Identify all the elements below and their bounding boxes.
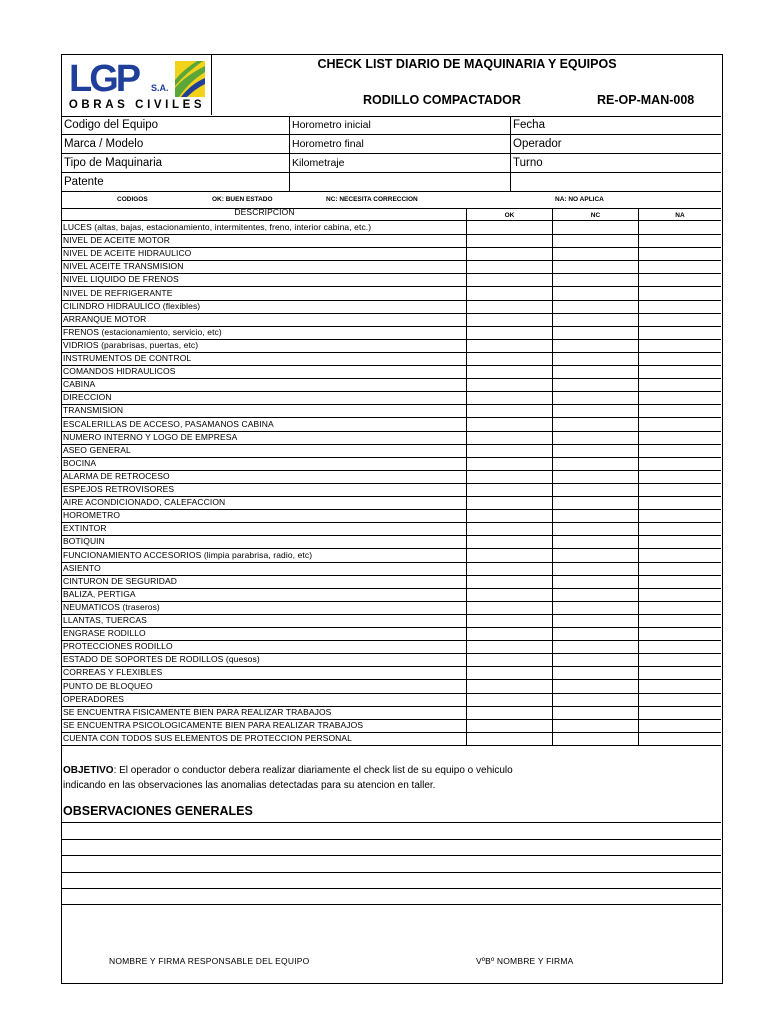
nc-checkbox-cell[interactable]	[553, 339, 639, 352]
checklist-item-label: NIVEL DE ACEITE HIDRAULICO	[62, 247, 467, 260]
responsible-signature-label: NOMBRE Y FIRMA RESPONSABLE DEL EQUIPO	[109, 956, 310, 966]
logo-sa: S.A.	[151, 83, 169, 93]
ok-checkbox-cell[interactable]	[467, 418, 553, 431]
na-checkbox-cell[interactable]	[639, 522, 721, 535]
codes-legend	[62, 192, 721, 209]
table-row	[62, 339, 721, 353]
na-header: NA	[675, 212, 685, 219]
objective-text-line2: indicando en las observaciones las anomalias detectadas para su atencion en taller.	[63, 780, 436, 791]
checklist-item-label: HOROMETRO	[62, 509, 467, 522]
equipment-code-field[interactable]: Codigo del Equipo	[62, 116, 290, 134]
nc-checkbox-cell[interactable]	[553, 693, 639, 706]
checklist-item-label: CINTURON DE SEGURIDAD	[62, 575, 467, 588]
ok-checkbox-cell[interactable]	[467, 575, 553, 588]
logo-letters: LGP	[69, 58, 139, 100]
na-checkbox-cell[interactable]	[639, 496, 721, 509]
table-row	[62, 418, 721, 432]
nc-checkbox-cell[interactable]	[553, 706, 639, 719]
ok-checkbox-cell[interactable]	[467, 221, 553, 234]
na-checkbox-cell[interactable]	[639, 640, 721, 653]
na-checkbox-cell[interactable]	[639, 326, 721, 339]
ok-checkbox-cell[interactable]	[467, 535, 553, 548]
ok-checkbox-cell[interactable]	[467, 287, 553, 300]
table-row	[62, 273, 721, 287]
code-na-label: NA: NO APLICA	[555, 196, 604, 203]
nc-checkbox-cell[interactable]	[553, 680, 639, 693]
ok-checkbox-cell[interactable]	[467, 273, 553, 286]
nc-checkbox-cell[interactable]	[553, 221, 639, 234]
nc-checkbox-cell[interactable]	[553, 483, 639, 496]
na-checkbox-cell[interactable]	[639, 391, 721, 404]
nc-checkbox-cell[interactable]	[553, 719, 639, 732]
checklist-item-label: ALARMA DE RETROCESO	[62, 470, 467, 483]
ok-checkbox-cell[interactable]	[467, 378, 553, 391]
ok-checkbox-cell[interactable]	[467, 680, 553, 693]
na-checkbox-cell[interactable]	[639, 444, 721, 457]
info-row	[62, 135, 721, 154]
na-checkbox-cell[interactable]	[639, 614, 721, 627]
nc-checkbox-cell[interactable]	[553, 300, 639, 313]
date-field[interactable]: Fecha	[513, 119, 545, 131]
checklist-item-label: NIVEL ACEITE TRANSMISION	[62, 260, 467, 273]
table-row	[62, 509, 721, 523]
shift-field[interactable]: Turno	[513, 157, 543, 169]
na-checkbox-cell[interactable]	[639, 234, 721, 247]
code-ok-label: OK: BUEN ESTADO	[212, 196, 273, 203]
nc-checkbox-cell[interactable]	[553, 365, 639, 378]
machine-type-field[interactable]: Tipo de Maquinaria	[62, 154, 290, 172]
nc-checkbox-cell[interactable]	[553, 260, 639, 273]
operator-field[interactable]: Operador	[513, 138, 562, 150]
nc-checkbox-cell[interactable]	[553, 431, 639, 444]
table-row	[62, 653, 721, 667]
ok-checkbox-cell[interactable]	[467, 562, 553, 575]
checklist-item-label: PUNTO DE BLOQUEO	[62, 680, 467, 693]
document-title: CHECK LIST DIARIO DE MAQUINARIA Y EQUIPOS	[317, 57, 617, 71]
checklist-item-label: NEUMATICOS (traseros)	[62, 601, 467, 614]
ok-checkbox-cell[interactable]	[467, 404, 553, 417]
ok-checkbox-cell[interactable]	[467, 666, 553, 679]
mileage-field[interactable]: Kilometraje	[290, 154, 511, 172]
nc-checkbox-cell[interactable]	[553, 614, 639, 627]
table-row	[62, 300, 721, 314]
ok-checkbox-cell[interactable]	[467, 234, 553, 247]
na-checkbox-cell[interactable]	[639, 247, 721, 260]
ok-checkbox-cell[interactable]	[467, 693, 553, 706]
ok-checkbox-cell[interactable]	[467, 496, 553, 509]
codes-label: CODIGOS	[117, 196, 148, 203]
ok-checkbox-cell[interactable]	[467, 326, 553, 339]
info-row	[62, 154, 721, 173]
observation-line[interactable]	[62, 904, 721, 905]
na-checkbox-cell[interactable]	[639, 732, 721, 745]
nc-checkbox-cell[interactable]	[553, 418, 639, 431]
ok-checkbox-cell[interactable]	[467, 653, 553, 666]
na-checkbox-cell[interactable]	[639, 287, 721, 300]
checklist-item-label: OPERADORES	[62, 693, 467, 706]
checklist-item-label: BALIZA, PERTIGA	[62, 588, 467, 601]
brand-model-field[interactable]: Marca / Modelo	[62, 135, 290, 153]
checklist-item-label: NIVEL LIQUIDO DE FRENOS	[62, 273, 467, 286]
ok-checkbox-cell[interactable]	[467, 260, 553, 273]
nc-checkbox-cell[interactable]	[553, 352, 639, 365]
na-checkbox-cell[interactable]	[639, 601, 721, 614]
ok-checkbox-cell[interactable]	[467, 457, 553, 470]
table-row	[62, 693, 721, 707]
sun-wave-icon	[175, 61, 205, 97]
checklist-item-label: COMANDOS HIDRAULICOS	[62, 365, 467, 378]
table-row	[62, 496, 721, 510]
nc-checkbox-cell[interactable]	[553, 378, 639, 391]
table-row	[62, 706, 721, 720]
observation-line[interactable]	[62, 872, 721, 873]
ok-checkbox-cell[interactable]	[467, 300, 553, 313]
nc-checkbox-cell[interactable]	[553, 509, 639, 522]
checklist-item-label: ESPEJOS RETROVISORES	[62, 483, 467, 496]
table-row	[62, 457, 721, 471]
table-row	[62, 483, 721, 497]
table-row	[62, 522, 721, 536]
table-row	[62, 365, 721, 379]
nc-checkbox-cell[interactable]	[553, 287, 639, 300]
info-row	[62, 116, 721, 135]
table-row	[62, 313, 721, 327]
observation-line[interactable]	[62, 888, 721, 889]
checklist-item-label: CILINDRO HIDRAULICO (flexibles)	[62, 300, 467, 313]
table-row	[62, 431, 721, 445]
ok-checkbox-cell[interactable]	[467, 431, 553, 444]
ok-checkbox-cell[interactable]	[467, 706, 553, 719]
checklist-item-label: ASEO GENERAL	[62, 444, 467, 457]
nc-checkbox-cell[interactable]	[553, 666, 639, 679]
na-checkbox-cell[interactable]	[639, 680, 721, 693]
document-subtitle: RODILLO COMPACTADOR	[363, 93, 521, 107]
na-checkbox-cell[interactable]	[639, 457, 721, 470]
checklist-item-label: ASIENTO	[62, 562, 467, 575]
na-checkbox-cell[interactable]	[639, 653, 721, 666]
table-row	[62, 719, 721, 733]
checklist-item-label: LLANTAS, TUERCAS	[62, 614, 467, 627]
objective-label: OBJETIVO	[63, 765, 114, 776]
table-row	[62, 614, 721, 628]
checklist-item-label: BOCINA	[62, 457, 467, 470]
objective-note	[63, 763, 683, 793]
ok-checkbox-cell[interactable]	[467, 549, 553, 562]
final-hourmeter-field[interactable]: Horometro final	[290, 135, 511, 153]
description-header: DESCRIPCION	[62, 208, 467, 220]
nc-checkbox-cell[interactable]	[553, 601, 639, 614]
na-checkbox-cell[interactable]	[639, 418, 721, 431]
nc-checkbox-cell[interactable]	[553, 627, 639, 640]
nc-checkbox-cell[interactable]	[553, 391, 639, 404]
nc-checkbox-cell[interactable]	[553, 535, 639, 548]
na-checkbox-cell[interactable]	[639, 260, 721, 273]
nc-checkbox-cell[interactable]	[553, 549, 639, 562]
checklist-item-label: PROTECCIONES RODILLO	[62, 640, 467, 653]
na-checkbox-cell[interactable]	[639, 365, 721, 378]
checklist-item-label: INSTRUMENTOS DE CONTROL	[62, 352, 467, 365]
table-row	[62, 404, 721, 418]
table-row	[62, 562, 721, 576]
empty-info-cell[interactable]	[290, 173, 511, 191]
checklist-item-label: TRANSMISION	[62, 404, 467, 417]
na-checkbox-cell[interactable]	[639, 483, 721, 496]
info-row	[62, 173, 721, 192]
table-row	[62, 287, 721, 301]
na-checkbox-cell[interactable]	[639, 300, 721, 313]
nc-checkbox-cell[interactable]	[553, 273, 639, 286]
table-row	[62, 601, 721, 615]
table-row	[62, 234, 721, 248]
company-logo	[62, 55, 212, 115]
observation-line[interactable]	[62, 822, 721, 823]
na-checkbox-cell[interactable]	[639, 470, 721, 483]
table-row	[62, 221, 721, 235]
na-checkbox-cell[interactable]	[639, 719, 721, 732]
approval-signature-label: VºBº NOMBRE Y FIRMA	[476, 956, 574, 966]
empty-info-cell[interactable]	[511, 173, 721, 191]
na-checkbox-cell[interactable]	[639, 339, 721, 352]
checklist-item-label: CORREAS Y FLEXIBLES	[62, 666, 467, 679]
checklist-item-label: FUNCIONAMIENTO ACCESORIOS (limpia parabrisa, radio, etc)	[62, 549, 467, 562]
na-checkbox-cell[interactable]	[639, 693, 721, 706]
nc-checkbox-cell[interactable]	[553, 732, 639, 745]
table-row	[62, 391, 721, 405]
checklist-item-label: AIRE ACONDICIONADO, CALEFACCION	[62, 496, 467, 509]
nc-checkbox-cell[interactable]	[553, 522, 639, 535]
ok-checkbox-cell[interactable]	[467, 470, 553, 483]
ok-checkbox-cell[interactable]	[467, 640, 553, 653]
observation-line[interactable]	[62, 855, 721, 856]
table-row	[62, 627, 721, 641]
ok-checkbox-cell[interactable]	[467, 391, 553, 404]
checklist-item-label: NIVEL DE REFRIGERANTE	[62, 287, 467, 300]
nc-checkbox-cell[interactable]	[553, 496, 639, 509]
na-checkbox-cell[interactable]	[639, 666, 721, 679]
checklist-item-label: ESTADO DE SOPORTES DE RODILLOS (quesos)	[62, 653, 467, 666]
checklist-item-label: SE ENCUENTRA PSICOLOGICAMENTE BIEN PARA REALIZAR TRABAJOS	[62, 719, 467, 732]
checklist-item-label: SE ENCUENTRA FISICAMENTE BIEN PARA REALIZAR TRABAJOS	[62, 706, 467, 719]
ok-checkbox-cell[interactable]	[467, 719, 553, 732]
ok-checkbox-cell[interactable]	[467, 627, 553, 640]
na-checkbox-cell[interactable]	[639, 431, 721, 444]
nc-checkbox-cell[interactable]	[553, 404, 639, 417]
observations-title: OBSERVACIONES GENERALES	[63, 804, 253, 818]
checklist-item-label: ENGRASE RODILLO	[62, 627, 467, 640]
table-row	[62, 444, 721, 458]
nc-checkbox-cell[interactable]	[553, 313, 639, 326]
table-row	[62, 640, 721, 654]
na-checkbox-cell[interactable]	[639, 404, 721, 417]
table-row	[62, 247, 721, 261]
checklist-item-label: CUENTA CON TODOS SUS ELEMENTOS DE PROTECCION PERSONAL	[62, 732, 467, 745]
checklist-item-label: EXTINTOR	[62, 522, 467, 535]
checklist-item-label: VIDRIOS (parabrisas, puertas, etc)	[62, 339, 467, 352]
table-row	[62, 260, 721, 274]
nc-header: NC	[553, 208, 639, 220]
nc-checkbox-cell[interactable]	[553, 575, 639, 588]
table-row	[62, 470, 721, 484]
table-row	[62, 535, 721, 549]
checklist-sheet	[61, 54, 723, 984]
na-checkbox-cell[interactable]	[639, 352, 721, 365]
nc-checkbox-cell[interactable]	[553, 470, 639, 483]
nc-checkbox-cell[interactable]	[553, 457, 639, 470]
ok-header: OK	[467, 208, 553, 220]
na-checkbox-cell[interactable]	[639, 509, 721, 522]
checklist-item-label: LUCES (altas, bajas, estacionamiento, intermitentes, freno, interior cabina, etc.)	[62, 221, 467, 234]
na-checkbox-cell[interactable]	[639, 221, 721, 234]
document-code: RE-OP-MAN-008	[597, 93, 695, 107]
ok-checkbox-cell[interactable]	[467, 509, 553, 522]
na-checkbox-cell[interactable]	[639, 273, 721, 286]
na-checkbox-cell[interactable]	[639, 562, 721, 575]
ok-checkbox-cell[interactable]	[467, 588, 553, 601]
ok-checkbox-cell[interactable]	[467, 352, 553, 365]
na-checkbox-cell[interactable]	[639, 575, 721, 588]
checklist-item-label: DIRECCION	[62, 391, 467, 404]
table-row	[62, 732, 721, 746]
nc-checkbox-cell[interactable]	[553, 444, 639, 457]
na-checkbox-cell[interactable]	[639, 535, 721, 548]
initial-hourmeter-field[interactable]: Horometro inicial	[290, 116, 511, 134]
observation-line[interactable]	[62, 839, 721, 840]
ok-checkbox-cell[interactable]	[467, 339, 553, 352]
nc-checkbox-cell[interactable]	[553, 588, 639, 601]
nc-checkbox-cell[interactable]	[553, 326, 639, 339]
ok-checkbox-cell[interactable]	[467, 601, 553, 614]
objective-text-line1: : El operador o conductor debera realizar diariamente el check list de su equipo o vehiculo	[113, 765, 513, 776]
checklist-item-label: NUMERO INTERNO Y LOGO DE EMPRESA	[62, 431, 467, 444]
table-row	[62, 326, 721, 340]
checklist-item-label: ESCALERILLAS DE ACCESO, PASAMANOS CABINA	[62, 418, 467, 431]
table-row	[62, 378, 721, 392]
checklist-item-label: ARRANQUE MOTOR	[62, 313, 467, 326]
nc-checkbox-cell[interactable]	[553, 247, 639, 260]
ok-checkbox-cell[interactable]	[467, 483, 553, 496]
nc-checkbox-cell[interactable]	[553, 640, 639, 653]
na-checkbox-cell[interactable]	[639, 706, 721, 719]
ok-checkbox-cell[interactable]	[467, 732, 553, 745]
na-checkbox-cell[interactable]	[639, 378, 721, 391]
table-header-row	[62, 208, 721, 221]
document-header	[62, 55, 721, 117]
table-row	[62, 680, 721, 694]
nc-checkbox-cell[interactable]	[553, 653, 639, 666]
ok-checkbox-cell[interactable]	[467, 522, 553, 535]
code-nc-label: NC: NECESITA CORRECCION	[326, 196, 418, 203]
ok-checkbox-cell[interactable]	[467, 247, 553, 260]
table-row	[62, 549, 721, 563]
table-row	[62, 588, 721, 602]
ok-checkbox-cell[interactable]	[467, 313, 553, 326]
table-row	[62, 575, 721, 589]
table-row	[62, 666, 721, 680]
na-checkbox-cell[interactable]	[639, 627, 721, 640]
table-row	[62, 352, 721, 366]
lgp-logo-icon	[67, 58, 209, 100]
checklist-item-label: CABINA	[62, 378, 467, 391]
ok-checkbox-cell[interactable]	[467, 365, 553, 378]
na-checkbox-cell[interactable]	[639, 313, 721, 326]
checklist-item-label: BOTIQUIN	[62, 535, 467, 548]
ok-checkbox-cell[interactable]	[467, 444, 553, 457]
ok-checkbox-cell[interactable]	[467, 614, 553, 627]
checklist-item-label: FRENOS (estacionamiento, servicio, etc)	[62, 326, 467, 339]
nc-checkbox-cell[interactable]	[553, 562, 639, 575]
na-checkbox-cell[interactable]	[639, 549, 721, 562]
checklist-item-label: NIVEL DE ACEITE MOTOR	[62, 234, 467, 247]
plate-field[interactable]: Patente	[62, 173, 290, 191]
na-checkbox-cell[interactable]	[639, 588, 721, 601]
nc-checkbox-cell[interactable]	[553, 234, 639, 247]
logo-subtitle: OBRAS CIVILES	[68, 99, 206, 111]
